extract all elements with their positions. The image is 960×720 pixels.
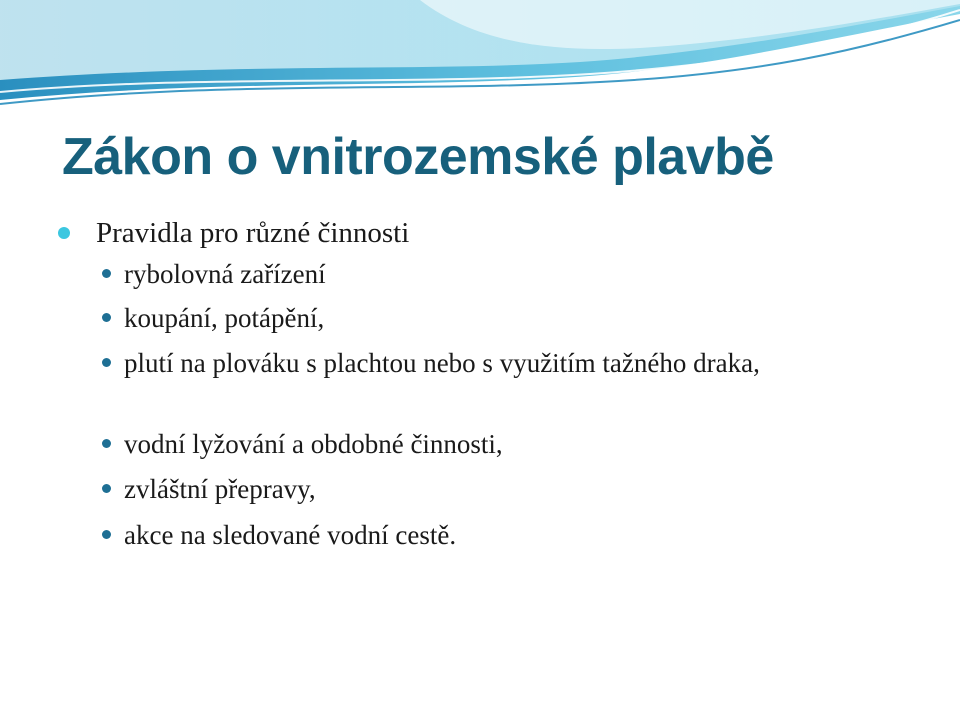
- sub-bullet-text: plutí na plováku s plachtou nebo s využitím tažného draka,: [124, 348, 760, 378]
- main-bullet-text: Pravidla pro různé činnosti: [96, 217, 410, 249]
- sub-bullet-dot: [102, 530, 111, 539]
- sub-bullet-text: zvláštní přepravy,: [124, 474, 316, 504]
- sub-bullet-text: koupání, potápění,: [124, 303, 325, 333]
- sub-bullet-dot: [102, 313, 111, 322]
- sub-bullet-dot: [102, 269, 111, 278]
- sub-bullet-text: rybolovná zařízení: [124, 259, 326, 289]
- sub-bullet-dot: [102, 358, 111, 367]
- slide-title: Zákon o vnitrozemské plavbě: [62, 128, 774, 186]
- sub-bullet-dot: [102, 439, 111, 448]
- main-bullet-dot: [58, 227, 70, 239]
- sub-bullet-text: vodní lyžování a obdobné činnosti,: [124, 429, 503, 459]
- sub-bullet-dot: [102, 484, 111, 493]
- sub-bullet-text: akce na sledované vodní cestě.: [124, 520, 457, 550]
